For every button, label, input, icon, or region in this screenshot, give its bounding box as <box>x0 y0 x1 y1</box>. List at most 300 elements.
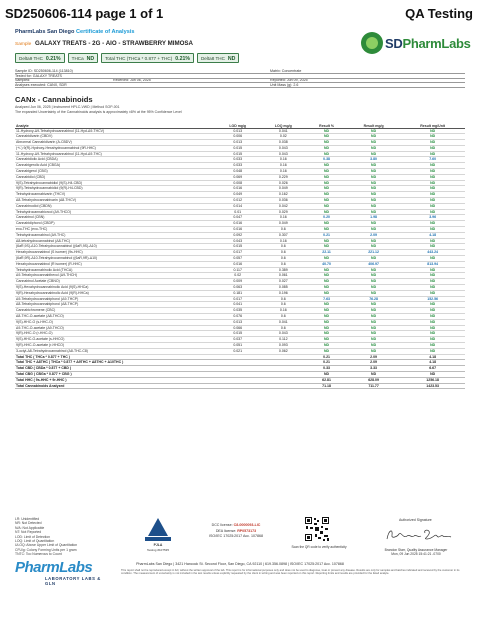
result-mg-per-unit: ND <box>400 325 465 331</box>
lod-value: 0.02 <box>215 273 260 279</box>
result-mg-per-g: ND <box>347 174 400 180</box>
analyte-name: Cannabidiolic Acid (CBDA) <box>15 157 215 163</box>
result-mg-per-g: 3.80 <box>347 157 400 163</box>
pill-label: THCa <box>71 55 84 61</box>
result-percent: 22.11 <box>306 250 347 256</box>
result-mg-per-unit: ND <box>400 203 465 209</box>
license-info <box>191 523 281 540</box>
handwritten-signature <box>383 525 455 545</box>
result-percent: ND <box>306 290 347 296</box>
reported: Reported: Jun 09, 2025 <box>270 78 308 82</box>
result-percent: 0.20 <box>306 215 347 221</box>
result-mg-per-unit: ND <box>400 331 465 337</box>
loq-value: 0.042 <box>260 203 306 209</box>
result-mg-per-g: ND <box>347 128 400 134</box>
result-percent: ND <box>306 279 347 285</box>
col-result-mgg: Result mg/g <box>347 117 400 128</box>
result-mg-per-unit: ND <box>400 290 465 296</box>
result-percent: ND <box>306 348 347 354</box>
result-mg-per-g: ND <box>347 169 400 175</box>
document-id: SD250606-114 page 1 of 1 <box>5 6 164 21</box>
lod-value: 0.037 <box>215 337 260 343</box>
lod-value: 0.092 <box>215 232 260 238</box>
info-rule <box>15 82 465 83</box>
loq-value: 0.043 <box>260 145 306 151</box>
loq-value: 0.049 <box>260 186 306 192</box>
result-mg-per-g: ND <box>347 140 400 146</box>
coa-sheet <box>11 28 471 620</box>
result-mg-per-g: ND <box>347 203 400 209</box>
result-mg-per-unit: ND <box>400 337 465 343</box>
analyte-name: Δ8-THC-O-acetate (Δ8-THCO) <box>15 314 215 320</box>
result-mg-per-unit: 4.18 <box>400 232 465 238</box>
result-mg-per-unit: ND <box>400 209 465 215</box>
result-mg-per-unit: ND <box>400 319 465 325</box>
analyte-name: Total HHC ( 9s-HHC + 9r-HHC ) <box>15 377 215 383</box>
result-mg-per-unit: ND <box>400 169 465 175</box>
analyte-name: Tetrahydrocannabiorcol (Δ9-THCO) <box>15 209 215 215</box>
analyte-name: 9(R)-Tetrahydrocannabidiol (9(R)-H4-CBD) <box>15 186 215 192</box>
result-mg-per-unit: ND <box>400 174 465 180</box>
lod-value: 0.066 <box>215 325 260 331</box>
info-rule <box>15 87 465 88</box>
result-percent: 0.33 <box>306 366 347 372</box>
lod-value: 0.041 <box>215 302 260 308</box>
result-mg-per-unit: ND <box>400 151 465 157</box>
result-mg-per-g: 1.98 <box>347 215 400 221</box>
result-mg-per-g: ND <box>347 192 400 198</box>
analyte-name: (+/-) 9(R)-Hydroxy-Hexahydrocannabinol (9R-HHC) <box>15 145 215 151</box>
result-percent: ND <box>306 140 347 146</box>
lod-value: 0.181 <box>215 290 260 296</box>
lod-value: 0.076 <box>215 314 260 320</box>
dcc-license-label: DCC license: <box>211 523 233 527</box>
result-mg-per-unit: ND <box>400 371 465 377</box>
result-percent: ND <box>306 134 347 140</box>
lod-value: 0.016 <box>215 227 260 233</box>
result-percent: ND <box>306 285 347 291</box>
leaf-logo-icon <box>361 32 383 54</box>
result-mg-per-g: ND <box>347 314 400 320</box>
pjla-logo-base <box>145 537 171 541</box>
pharmlabs-wordmark: PharmLabs <box>15 559 93 576</box>
pjla-name: PJLA <box>153 543 163 547</box>
analyte-name: 9(S)-Tetrahydrocannabidiol (9(S)-H4-CBD) <box>15 180 215 186</box>
footnote-line: LOQ: Limit of Quantitation <box>15 539 55 544</box>
loq-value: 0.085 <box>260 285 306 291</box>
lod-value: 0.014 <box>215 203 260 209</box>
lod-value: 0.043 <box>215 238 260 244</box>
result-mg-per-unit: ND <box>400 348 465 354</box>
loq-value: 0.026 <box>260 180 306 186</box>
loq-value: 0.043 <box>260 151 306 157</box>
lod-value: 0.009 <box>215 279 260 285</box>
signature-date: Mon, 09 Jun 2025 15:41:21 -0700 <box>391 552 441 557</box>
logo-prefix: SD <box>385 36 403 51</box>
loq-value: 0.16 <box>260 238 306 244</box>
result-mg-per-g: 2.09 <box>347 232 400 238</box>
loq-value <box>260 383 306 389</box>
loq-value: 0.16 <box>260 308 306 314</box>
result-mg-per-unit: ND <box>400 186 465 192</box>
result-mg-per-g: ND <box>347 134 400 140</box>
result-percent: ND <box>306 174 347 180</box>
result-percent: 0.21 <box>306 360 347 366</box>
pjla-cert <box>145 548 171 552</box>
summary-row <box>15 383 465 389</box>
lod-value: 0.048 <box>215 169 260 175</box>
lod-value: 0.016 <box>215 221 260 227</box>
result-mg-per-g: 711.77 <box>347 383 400 389</box>
loq-value: 0.16 <box>260 169 306 175</box>
lod-value: 0.117 <box>215 267 260 273</box>
lod-value: 0.008 <box>215 180 260 186</box>
loq-value: 0.16 <box>260 163 306 169</box>
loq-value: 0.093 <box>260 342 306 348</box>
result-percent: ND <box>306 163 347 169</box>
result-mg-per-g: ND <box>347 279 400 285</box>
lod-value: 0.006 <box>215 134 260 140</box>
pill-label: Delta9 THC <box>19 55 43 61</box>
lod-value: 0.035 <box>215 308 260 314</box>
signatory <box>361 548 471 556</box>
result-mg-per-g: 3.33 <box>347 366 400 372</box>
result-percent: 0.21 <box>306 354 347 360</box>
cannabinoids-table <box>15 117 465 389</box>
lod-value: 0.051 <box>215 342 260 348</box>
sample-name: GALAXY TREATS - 2G - AIO - STRAWBERRY MIMOSA <box>35 40 194 47</box>
result-percent: ND <box>306 325 347 331</box>
result-percent: ND <box>306 151 347 157</box>
sdpharmlabs-logo <box>361 30 471 60</box>
analyte-name: Cannabinol (CBN) <box>15 215 215 221</box>
result-mg-per-g: ND <box>347 180 400 186</box>
loq-value: 0.112 <box>260 337 306 343</box>
loq-value: 0.041 <box>260 128 306 134</box>
loq-value: 0.16 <box>260 215 306 221</box>
result-mg-per-g: ND <box>347 337 400 343</box>
analyte-name: (6aR,9R)-Δ10-Tetrahydrocannabinol ((6aR,9R)-Δ10) <box>15 256 215 262</box>
analyte-name: Δ8-Tetrahydrocannabivarin (Δ8-THCV) <box>15 198 215 204</box>
result-mg-per-g: ND <box>347 331 400 337</box>
pill-delta9-thc <box>15 53 65 63</box>
analyte-name: Total Cannabinoids Analyzed <box>15 383 215 389</box>
pill-delta8-thc <box>197 53 239 63</box>
lod-value: 0.063 <box>215 285 260 291</box>
lod-value: 0.012 <box>215 198 260 204</box>
result-percent: ND <box>306 145 347 151</box>
loq-value: 0.062 <box>260 348 306 354</box>
result-percent: 40.70 <box>306 261 347 267</box>
analyte-name: exo-THC (exo-THC) <box>15 227 215 233</box>
lod-value: 0.015 <box>215 244 260 250</box>
result-mg-per-g: ND <box>347 302 400 308</box>
sample-id: Sample ID: SD250606-114 (113810) <box>15 69 73 73</box>
pill-total-thc <box>101 53 194 63</box>
analyte-name: 9(S)-HHC-O (s-HHC-O) <box>15 319 215 325</box>
analyte-name: Δ9-Tetrahydrocannabihexol (Δ9-THCH) <box>15 273 215 279</box>
analyte-name: 9(R)-HHC-O (r-HHC-O) <box>15 331 215 337</box>
analyte-name: Tetrahydrocannabivarin (THCV) <box>15 192 215 198</box>
tested-for: Tested for: GALAXY TREATS <box>15 73 62 78</box>
result-percent: ND <box>306 169 347 175</box>
analysis-method: Analyzed Jun 06, 2025 | Instrument HPLC-VWD | Method SOP-001 <box>15 105 120 109</box>
analyte-name: Hexahydrocannabinol (R isomer) (R-HHC) <box>15 261 215 267</box>
loq-value: 0.041 <box>260 319 306 325</box>
lod-value: 0.016 <box>215 186 260 192</box>
pill-label: Delta8 THC <box>200 55 225 61</box>
analyte-name: Δ9-THC-O-acetate (Δ9-THCO) <box>15 325 215 331</box>
pjla-logo-icon <box>148 518 168 536</box>
result-percent: ND <box>306 319 347 325</box>
lod-value: 0.017 <box>215 250 260 256</box>
loq-value: 0.196 <box>260 290 306 296</box>
result-mg-per-unit: 4.18 <box>400 360 465 366</box>
lod-value: 0.033 <box>215 163 260 169</box>
result-mg-per-g: ND <box>347 198 400 204</box>
uncertainty-note: The expanded Uncertainty of the Cannabinoids analysis is approximately ±8% at the 95% Confidence Level <box>15 109 182 114</box>
result-mg-per-unit: ND <box>400 342 465 348</box>
result-mg-per-unit: ND <box>400 302 465 308</box>
analyte-name: 3-octyl-Δ8-Tetrahydrocannabinol (Δ8-THC-C8) <box>15 348 215 354</box>
sample-label: Sample <box>15 42 32 47</box>
received: Received: Jun 06, 2025 <box>113 78 151 82</box>
analyte-name: Cannabigerol (CBG) <box>15 169 215 175</box>
result-mg-per-unit: ND <box>400 221 465 227</box>
lod-value: 0.01 <box>215 209 260 215</box>
result-mg-per-unit: ND <box>400 279 465 285</box>
loq-value: 0.6 <box>260 227 306 233</box>
summary-pills <box>15 53 239 63</box>
document-header <box>0 0 480 28</box>
col-result-pct: Result % <box>306 117 347 128</box>
pill-value: ND <box>227 55 236 62</box>
loq-value: 0.229 <box>260 174 306 180</box>
result-percent: ND <box>306 180 347 186</box>
qa-label: QA Testing <box>405 6 473 21</box>
dea-license-number: RP0573173 <box>237 528 257 533</box>
result-percent: ND <box>306 302 347 308</box>
result-mg-per-unit: ND <box>400 128 465 134</box>
result-percent: ND <box>306 267 347 273</box>
result-mg-per-g: ND <box>347 325 400 331</box>
lod-value: 0.013 <box>215 128 260 134</box>
qr-code-icon[interactable] <box>304 516 330 542</box>
result-mg-per-unit: 6.67 <box>400 366 465 372</box>
sample-line <box>15 40 193 47</box>
analyte-name: 11-Hydroxy-Δ9-Tetrahydrocannabinol (11-Hyd-Δ9-THC) <box>15 151 215 157</box>
result-mg-per-g: ND <box>347 256 400 262</box>
analyte-name: Δ9-Tetrahydrocannabiphorol (Δ9-THCP) <box>15 296 215 302</box>
result-percent: ND <box>306 186 347 192</box>
logo-wordmark <box>385 36 471 51</box>
loq-value: 0.6 <box>260 250 306 256</box>
matrix: Matrix: Concentrate <box>270 69 302 73</box>
table-header-row <box>15 117 465 128</box>
analyte-name: Cannabinol Acetate (CBNO) <box>15 279 215 285</box>
unit-mass: Unit Mass (g): 2.6 <box>270 82 299 87</box>
pjla-number: #107535 <box>157 548 170 552</box>
result-mg-per-unit: ND <box>400 198 465 204</box>
loq-value: 0.049 <box>260 221 306 227</box>
pill-value: 0.21% <box>45 55 61 62</box>
footnote-line: LR: Unidentified <box>15 517 40 521</box>
qr-caption: Scan the QR code to verify authenticity <box>291 545 347 549</box>
footnote-line: CFU/g: Colony Forming Units per 1 gram <box>15 547 77 552</box>
signature-title: Authorized Signature <box>399 518 432 522</box>
analyte-name: (6aR,9S)-Δ10-Tetrahydrocannabinol ((6aR,9S)-Δ10) <box>15 244 215 250</box>
pill-thca <box>68 53 99 63</box>
result-mg-per-unit: ND <box>400 227 465 233</box>
result-mg-per-g: ND <box>347 290 400 296</box>
result-mg-per-g: ND <box>347 221 400 227</box>
result-mg-per-unit: 1423.53 <box>400 383 465 389</box>
result-mg-per-g: ND <box>347 348 400 354</box>
analyte-name: Tetrahydrocannabinol (Δ9-THC) <box>15 232 215 238</box>
result-percent: ND <box>306 371 347 377</box>
lod-value: 0.047 <box>215 215 260 221</box>
analyte-name: Total CBG ( CBGa * 0.877 + CBG ) <box>15 371 215 377</box>
pill-value: 0.21% <box>175 55 190 62</box>
sampled: Sampled: <box>15 78 31 82</box>
result-mg-per-unit: ND <box>400 134 465 140</box>
analyte-name: Total THC + Δ8THC ( THCa * 0.877 + Δ9THC + Δ8THC + Δ10THC ) <box>15 360 215 366</box>
analyte-name: Δ8-tetrahydrocannabinol (Δ8-THC) <box>15 238 215 244</box>
result-mg-per-g: ND <box>347 308 400 314</box>
analyte-name: Total CBD ( CBDa * 0.877 + CBD ) <box>15 366 215 372</box>
analyte-name: 11-Hydroxy-Δ9-Tetrahydrocannabinol (11-Hyd-Δ9-THCV) <box>15 128 215 134</box>
footnote-line: N/A: Not Applicable <box>15 525 45 530</box>
analyte-name: Abnormal Cannabidivarin (A-CBDV) <box>15 140 215 146</box>
loq-value: 0.027 <box>260 279 306 285</box>
result-mg-per-unit: ND <box>400 308 465 314</box>
analyte-name: Cannabigerolic Acid (CBGA) <box>15 163 215 169</box>
info-rule <box>15 78 465 79</box>
result-percent: ND <box>306 198 347 204</box>
pjla-accreditation <box>145 518 171 558</box>
result-percent: ND <box>306 238 347 244</box>
result-mg-per-g: 221.12 <box>347 250 400 256</box>
lab-title <box>15 29 134 35</box>
loq-value: 0.6 <box>260 314 306 320</box>
analyte-name: Hexahydrocannabinol (S isomer) (9s-HHC) <box>15 250 215 256</box>
result-percent: 0.38 <box>306 157 347 163</box>
result-percent: ND <box>306 244 347 250</box>
analyte-name: Cannabinodiol (CBDN) <box>15 203 215 209</box>
loq-value: 0.6 <box>260 296 306 302</box>
analyte-name: Cannabidiphorol (CBDP) <box>15 221 215 227</box>
loq-value: 0.6 <box>260 261 306 267</box>
lod-value: 0.057 <box>215 256 260 262</box>
result-mg-per-g: ND <box>347 371 400 377</box>
result-mg-per-unit: ND <box>400 314 465 320</box>
loq-value: 0.061 <box>260 273 306 279</box>
lod-value: 0.013 <box>215 319 260 325</box>
pjla-sub: Testing <box>146 548 157 552</box>
analyte-name: Δ8-Tetrahydrocannabiphorol (Δ8-THCP) <box>15 302 215 308</box>
result-percent: ND <box>306 192 347 198</box>
result-percent: ND <box>306 273 347 279</box>
footnote-line: NT: Not Reported <box>15 530 42 535</box>
footnote-line: NR: Not Detected <box>15 521 42 526</box>
result-percent: ND <box>306 221 347 227</box>
result-percent: ND <box>306 314 347 320</box>
lod-value: 0.017 <box>215 296 260 302</box>
result-mg-per-unit: ND <box>400 267 465 273</box>
loq-value: 0.038 <box>260 140 306 146</box>
pharmlabs-subtitle: LABORATORY LABS & GLN <box>45 576 101 586</box>
result-percent: 7.63 <box>306 296 347 302</box>
lod-value <box>215 383 260 389</box>
loq-value: 0.043 <box>260 331 306 337</box>
result-mg-per-g: 2.09 <box>347 354 400 360</box>
analyte-name: 9(R)-Hexahydrocannabinolic Acid (9(R)-HHCa) <box>15 290 215 296</box>
iso-accreditation: ISO/IEC 17025:2017 Acc. 107868 <box>209 534 263 538</box>
result-mg-per-unit: 4.18 <box>400 354 465 360</box>
result-mg-per-g: ND <box>347 273 400 279</box>
loq-value: 0.6 <box>260 302 306 308</box>
lod-value: 0.015 <box>215 331 260 337</box>
result-percent: ND <box>306 227 347 233</box>
footnote-line: ULOQ: Above Upper Limit of Quantitation <box>15 543 78 548</box>
result-mg-per-g: ND <box>347 244 400 250</box>
dcc-license-number: C8-0000093-LIC <box>233 523 261 527</box>
lod-value: 0.049 <box>215 192 260 198</box>
col-lod: LOD mg/g <box>215 117 260 128</box>
disclaimer: This report shall not be reproduced except in full, without the written approval of the lab. This report is for informational purposes only and does not be used to diagnose, treat or prevent any disease. Results are only for samples and batches indicated and received by the customer in its condition. The measurement of uncertainty is not included in the test results unless explicitly requested by the client in writing and was been reported on this report. Reporting limits and results are provided for the listed analyte. <box>121 569 460 576</box>
lab-name: PharmLabs San Diego <box>15 29 75 35</box>
footnote-line: TNTC: Too Numerous to Count <box>15 552 62 557</box>
result-mg-per-unit: 7.60 <box>400 157 465 163</box>
col-result-unit: Result mg/Unit <box>400 117 465 128</box>
loq-value: 0.162 <box>260 192 306 198</box>
result-mg-per-g: ND <box>347 319 400 325</box>
result-percent: ND <box>306 342 347 348</box>
result-percent: 0.21 <box>306 232 347 238</box>
result-mg-per-g: 406.97 <box>347 261 400 267</box>
result-percent: ND <box>306 209 347 215</box>
result-mg-per-g: ND <box>347 163 400 169</box>
result-mg-per-g: ND <box>347 342 400 348</box>
result-percent: ND <box>306 128 347 134</box>
analyte-name: 9(R)-HHC-O-acetate (r-HHCO) <box>15 342 215 348</box>
analyte-name: Tetrahydrocannabinolic Acid (THCA) <box>15 267 215 273</box>
section-title: CANx - Cannabinoids <box>15 95 93 104</box>
result-mg-per-unit: 813.94 <box>400 261 465 267</box>
result-mg-per-g: ND <box>347 227 400 233</box>
result-mg-per-g: ND <box>347 209 400 215</box>
loq-value: 0.389 <box>260 267 306 273</box>
lod-value: 0.016 <box>215 261 260 267</box>
analyte-name: 9(S)-HHC-O-acetate (s-HHCO) <box>15 337 215 343</box>
result-percent: ND <box>306 331 347 337</box>
loq-value: 0.036 <box>260 198 306 204</box>
result-mg-per-unit: ND <box>400 256 465 262</box>
result-mg-per-g: ND <box>347 285 400 291</box>
result-mg-per-unit: 443.24 <box>400 250 465 256</box>
footnote-line: LOD: Limit of Detection <box>15 534 51 539</box>
result-percent: ND <box>306 256 347 262</box>
result-mg-per-g: ND <box>347 145 400 151</box>
lod-value: 0.015 <box>215 145 260 151</box>
lod-value: 0.015 <box>215 151 260 157</box>
result-mg-per-unit: ND <box>400 192 465 198</box>
pill-label: Total THC (THCa * 0.877 + THC) <box>105 55 173 61</box>
result-mg-per-unit: ND <box>400 140 465 146</box>
signatory-name: Brandon Starr, Quality Assurance Manager <box>384 548 448 552</box>
dea-license-label: DEA license: <box>215 528 237 533</box>
analyte-name: Total THC ( THCa * 0.877 + THC ) <box>15 354 215 360</box>
